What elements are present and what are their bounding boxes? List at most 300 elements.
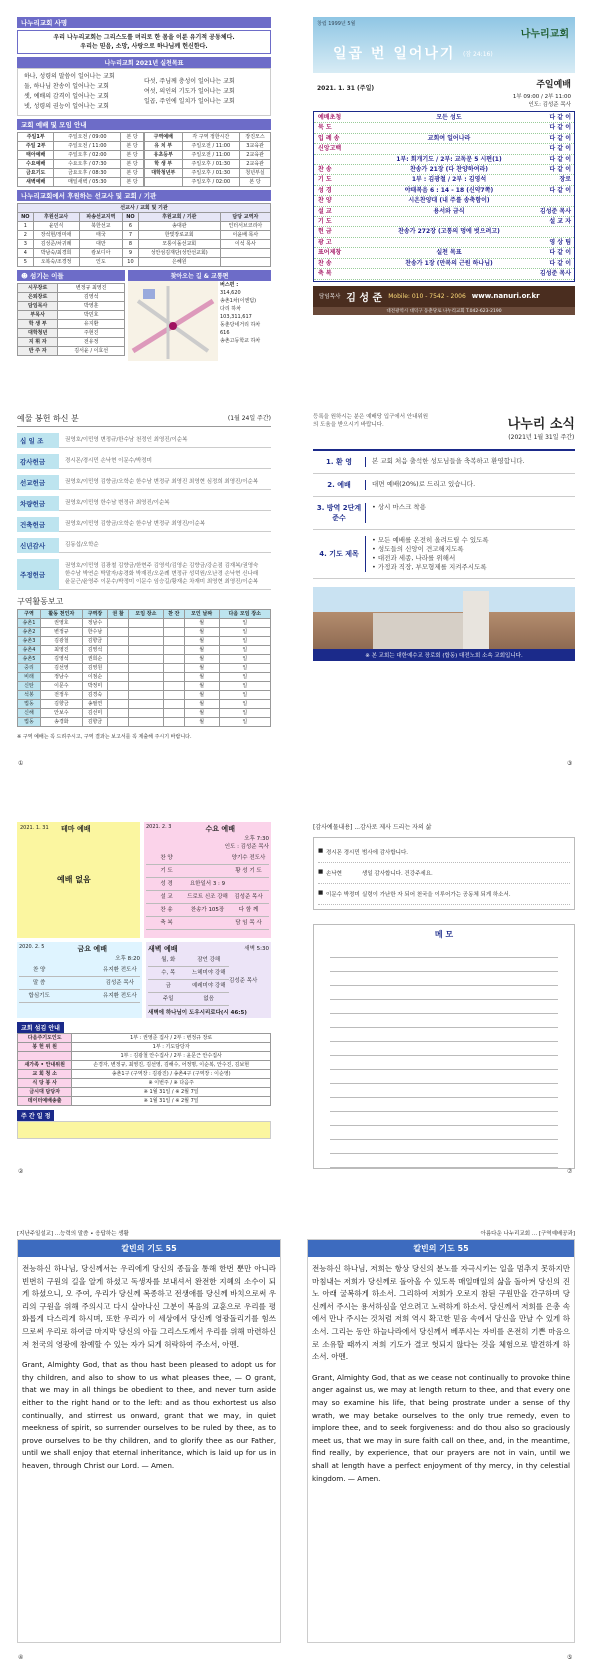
mission-row-cell: 오복숙/조경정 — [33, 258, 79, 267]
worship-row-cell: 금요오후 / 08:30 — [54, 169, 121, 178]
zone-row-cell: 김영석 — [40, 655, 82, 664]
worship-row-cell: 본 당 — [121, 151, 144, 160]
worship-row-cell: 구역예배 — [145, 133, 183, 142]
sunday-box — [17, 822, 140, 938]
worship-row-cell: 주일오전 / 11:00 — [182, 151, 240, 160]
bus-line: 616 — [220, 330, 230, 336]
goal-item: 하나, 성령의 말씀이 일어나는 교회 — [24, 73, 115, 80]
worship-row-cell: 유 치 부 — [145, 142, 183, 151]
mission-header: 담당 교역자 — [220, 213, 270, 222]
bullet-icon: ■ — [318, 848, 324, 854]
worship-row-cell: 본 당 — [121, 142, 144, 151]
zone-row-cell: 최영진 — [40, 646, 82, 655]
zone-row-cell: 월 — [184, 637, 219, 646]
zone-row — [18, 673, 271, 682]
mission-row-cell: 이석 목사 — [220, 240, 270, 249]
order-item: 신앙고백 — [318, 145, 342, 153]
order-row — [314, 155, 574, 165]
mission-row-cell: 모퉁이돌선교회 — [138, 240, 220, 249]
offering-names: 권영호/이민영 김광철 김향금/한현주 김영석/김영순 김향금/강순점 김재복/권영숙 한수남 박연순 박말자/송경화 박재진/오운례 변정규 성덕원/오난경 손낙현 신나래 윤문근/윤영주 이문수/박정미 이문수 임승길/황재순 차재미 최영현 최영진/이순복 — [59, 559, 271, 590]
service-time: 1부 09:00 / 2부 11:00 — [512, 94, 571, 100]
zone-row-cell — [129, 673, 164, 682]
dawn-time: 새벽 5:30 — [244, 946, 269, 952]
staff-row — [18, 338, 125, 347]
wed-row-cell — [187, 917, 228, 929]
news-text: • 모든 예배를 온전히 올려드릴 수 있도록 • 성도들의 신앙이 견고해지도록 • 대전과 세종, 나라를 위해서 • 가정과 직장, 부모형제를 지켜주시도록 — [365, 536, 575, 572]
dawn-row — [148, 954, 229, 967]
mission-row-cell: 태국 — [79, 231, 123, 240]
worship-row-cell: 주일오후 / 02:00 — [182, 178, 240, 187]
zone-row-cell — [108, 664, 129, 673]
page-number: ① — [18, 760, 24, 767]
zone-row-cell: 송촌1 — [18, 619, 41, 628]
page-number: ③ — [567, 760, 573, 767]
zone-row-cell: 월 — [184, 664, 219, 673]
goal-item: 셋, 예배의 감격이 일어나는 교회 — [24, 93, 109, 100]
worship-row — [18, 133, 144, 142]
zone-row-cell: 이점순 — [82, 673, 107, 682]
role-row-cell: 손경자, 변정규, 최영진, 김선영, 김해수, 어정명, 이순복, 안수진, 김보현 — [72, 1061, 271, 1070]
offering-names: 권영호/이민영 김향금/오학순 한수남 변정규 최영진/이순복 — [59, 517, 271, 532]
offering-row — [17, 475, 271, 490]
thanks-list — [313, 837, 575, 910]
order-item: 설 교 — [318, 207, 332, 215]
staff-row-cell: 은퇴장로 — [18, 293, 58, 302]
order-row — [314, 134, 574, 144]
mission-table — [17, 203, 271, 267]
order-item: 축 복 — [318, 270, 332, 278]
offering-type: 주정헌금 — [17, 559, 59, 590]
order-item: 기 도 — [318, 218, 332, 226]
mission-row-cell: 7 — [123, 231, 139, 240]
fri-title: 금요 예배 — [77, 945, 107, 953]
news-text: 대면 예배(20%)로 드리고 있습니다. — [365, 480, 575, 490]
zone-row-cell — [163, 709, 184, 718]
map-title: 찾아오는 길 & 교통편 — [128, 270, 271, 281]
news-row — [313, 451, 575, 474]
role-row — [18, 1070, 271, 1079]
mission-row-cell: 3 — [18, 240, 34, 249]
offering-type: 신년감사 — [17, 538, 59, 553]
zone-row — [18, 682, 271, 691]
zone-row-cell: 일 — [219, 646, 270, 655]
thanks-text: 생일 감사합니다. 건강주세요. — [362, 871, 433, 877]
wed-row-cell — [187, 865, 228, 877]
worship-row-cell: 주일1부 — [18, 133, 54, 142]
zone-row-cell: 정남수 — [40, 673, 82, 682]
mission-header: 파송선교지역 — [79, 213, 123, 222]
zone-note: ※ 구역 예배는 꼭 드려주시고, 구역 결과는 보고서를 꼭 제출해 주시기 바랍니다. — [17, 734, 192, 740]
order-content — [368, 123, 530, 132]
page-8 — [307, 1229, 575, 1649]
wed-row — [146, 878, 269, 891]
goal-item: 일곱, 주인에 일치가 일어나는 교회 — [144, 98, 235, 105]
mission-row-cell: 캄보디아 — [79, 249, 123, 258]
role-row-cell: 데이터예배송출 — [18, 1097, 72, 1106]
zone-header: 권 찰 — [108, 610, 129, 619]
mission-row-cell: 대만 — [79, 240, 123, 249]
news-title: 나누리 소식 — [507, 417, 575, 432]
service-date: 2021. 1. 31 (주일) — [317, 85, 375, 92]
worship-row-cell: 주일오전 / 11:00 — [54, 142, 121, 151]
prayer-box-1 — [17, 1239, 281, 1643]
offering-row — [17, 517, 271, 532]
staff-table — [17, 283, 125, 356]
website[interactable]: www.nanuri.or.kr — [471, 292, 540, 300]
mission-row-cell: 4 — [18, 249, 34, 258]
page-3 — [17, 413, 271, 768]
fri-row-cell — [59, 964, 99, 976]
news-row — [313, 530, 575, 579]
fri-date: 2020. 2. 5 — [19, 944, 45, 950]
mission-header: NO — [123, 213, 139, 222]
map-image — [128, 281, 218, 361]
order-row — [314, 259, 574, 269]
goal-item: 여섯, 의인의 기도가 일어나는 교회 — [144, 88, 235, 95]
staff-row — [18, 293, 125, 302]
zone-row-cell — [129, 646, 164, 655]
role-row-cell: ※ 1월 31일 / ※ 2월 7일 — [72, 1097, 271, 1106]
zone-row-cell: 김경숙 — [82, 691, 107, 700]
page-number: ④ — [18, 1654, 24, 1661]
page-2 — [313, 17, 575, 372]
order-leader: 장로 — [559, 176, 571, 184]
dawn-row-cell: 수, 목 — [161, 970, 176, 976]
p7-header: [지난주일설교] ...능력의 말씀 • 응답하는 생활 — [17, 1231, 129, 1237]
zone-row-cell — [163, 637, 184, 646]
zone-header: 모임 장소 — [129, 610, 164, 619]
zone-row-cell — [163, 664, 184, 673]
wed-row — [146, 865, 269, 878]
order-item: 묵 도 — [318, 124, 332, 132]
staff-row-cell: 학 생 부 — [18, 320, 58, 329]
sunday-date: 2021. 1. 31 — [20, 825, 49, 831]
wed-row-cell: 김성준 목사 — [234, 894, 263, 900]
zone-row-cell: 송촌4 — [18, 646, 41, 655]
zone-row-cell: 김선영 — [40, 664, 82, 673]
zone-row-cell: 김영원 — [82, 664, 107, 673]
staff-row-cell: 박영훈 — [58, 302, 125, 311]
mission-row-cell: 1 — [18, 222, 34, 231]
zone-row-cell — [108, 628, 129, 637]
worship-row-cell: 주일오후 / 01:30 — [182, 160, 240, 169]
offering-list — [17, 433, 271, 590]
order-content: 찬송가 21장 (다 찬양하여라) — [409, 166, 489, 174]
worship-row-cell: 본 당 — [121, 160, 144, 169]
zone-row-cell — [108, 655, 129, 664]
wed-row-cell: 요한일서 3 : 9 — [189, 881, 226, 887]
staff-row-cell: 부목사 — [18, 311, 58, 320]
mission-row-cell: 5 — [18, 258, 34, 267]
thanks-text: 실령이 가난한 자 되어 천국을 이루어가는 공동체 되게 하소서. — [362, 892, 511, 898]
pastor-name: 김 성 준 — [346, 292, 383, 304]
dawn-speaker: 김성준 목사 — [229, 978, 258, 984]
zone-row-cell: 비래 — [18, 673, 41, 682]
zone-row-cell: 법동 — [18, 700, 41, 709]
role-row-cell: 교 회 청 소 — [18, 1070, 72, 1079]
worship-row-cell: 수요예배 — [18, 160, 54, 169]
worship-row-cell: 2교육관 — [240, 160, 271, 169]
news-footer: ※ 본 교회는 대한예수교 장로회 (합동) 대전노회 소속 교회입니다. — [313, 649, 575, 661]
zone-row — [18, 655, 271, 664]
zone-row-cell — [163, 700, 184, 709]
dawn-row-cell: 없음 — [203, 996, 215, 1002]
wed-row-cell: 다 함 께 — [238, 907, 259, 913]
zone-row-cell: 일 — [219, 664, 270, 673]
role-row — [18, 1043, 271, 1052]
zone-row-cell — [108, 682, 129, 691]
worship-row-cell: 본 당 — [240, 178, 271, 187]
order-content: 실천 목표 — [436, 249, 462, 257]
wed-row-cell: 담 임 목 사 — [235, 920, 262, 926]
mission-header: 후원교회 / 기관 — [138, 213, 220, 222]
order-content — [368, 238, 530, 247]
zone-row-cell — [163, 619, 184, 628]
zone-row-cell — [108, 673, 129, 682]
news-text: 본 교회 처음 출석한 성도님들을 축복하고 환영합니다. — [365, 457, 575, 467]
zone-row-cell: 권희순 — [82, 655, 107, 664]
zone-header: 구역장 — [82, 610, 107, 619]
role-row — [18, 1052, 271, 1061]
staff-row-cell: 전유정 — [58, 338, 125, 347]
offering-names: 권영호/이민영 김향금/오학순 한수남 변정규 최영진 최영현 심정희 최영진/이순복 — [59, 475, 271, 490]
order-row — [314, 217, 574, 227]
zone-row-cell: 월 — [184, 646, 219, 655]
zone-row-cell: 월 — [184, 691, 219, 700]
wed-row-cell: 찬 양 — [160, 855, 173, 861]
news-text: • 상시 마스크 착용 — [365, 503, 575, 523]
order-list — [313, 111, 575, 282]
wed-row-cell: 황 성 기 도 — [235, 868, 262, 874]
news-label: 2. 예배 — [327, 481, 351, 489]
wed-row-cell: 축 복 — [160, 920, 173, 926]
staff-row — [18, 320, 125, 329]
zone-row-cell: 신탄 — [18, 682, 41, 691]
order-row — [314, 248, 574, 258]
order-leader: 다 같 이 — [549, 166, 571, 174]
role-row-cell: 1부 : 기도담당자 — [72, 1043, 271, 1052]
role-row — [18, 1061, 271, 1070]
zone-row — [18, 691, 271, 700]
worship-row-cell: 각 구역 정한시간 — [182, 133, 240, 142]
mission-row-cell — [220, 258, 270, 267]
zone-row-cell — [129, 664, 164, 673]
zone-row — [18, 700, 271, 709]
prayer-title: 칼빈의 기도 55 — [18, 1240, 280, 1257]
order-leader: 김성준 목사 — [539, 207, 571, 215]
zone-row-cell: 중리 — [18, 664, 41, 673]
role-row-cell: 다음주기도인도 — [18, 1034, 72, 1043]
zone-row-cell — [129, 628, 164, 637]
role-row — [18, 1034, 271, 1043]
worship-row — [18, 142, 144, 151]
zone-row-cell — [108, 718, 129, 727]
role-row-cell: 식 당 봉 사 — [18, 1079, 72, 1088]
worship-row-cell: 주일오후 / 02:00 — [54, 151, 121, 160]
zone-row-cell — [108, 709, 129, 718]
zone-row-cell: 월 — [184, 709, 219, 718]
goal-box — [17, 68, 271, 116]
zone-row-cell: 월 — [184, 682, 219, 691]
goal-item: 둘, 하나님 찬송이 일어나는 교회 — [24, 83, 109, 90]
bus-line: 송촌고등학교 하차 — [220, 338, 261, 344]
prayer-en: Grant, Almighty God, that as we cease not continually to provoke thine anger against us, we may at length return to thee, and that every one may so examine his life, that being prostrate under a sense of thy wrath, we may betake ourselves to the only true remedy, even to implore thee, and to seek forgiveness: and do thou also so graciously meet us, that we may in sure faith call on thee, and, in the meantime, find really, by experience, that our prayers are not in vain, until we shall at length have a perfect enjoyment of thy mercy, in thy celestial kingdom. — Amen. — [312, 1372, 570, 1483]
zone-row-cell: 김향금 — [40, 700, 82, 709]
wed-row-cell — [187, 852, 228, 864]
wed-row-cell: 찬송가 105장 — [190, 907, 225, 913]
service-title: 주일예배 — [536, 80, 571, 90]
prayer-box-2 — [307, 1239, 575, 1643]
issue-text: 창립 1999년 5월 — [317, 21, 356, 27]
order-content: 시온찬양대 (내 주를 송축함이) — [408, 197, 490, 205]
mission-row-cell: 윤민식 — [33, 222, 79, 231]
worship-row-cell: 대학청년부 — [145, 169, 183, 178]
worship-row — [18, 178, 144, 187]
worship-row-cell: 새벽예배 — [18, 178, 54, 187]
order-item: 예배초청 — [318, 114, 342, 121]
worship-row-cell: 장진모스 — [240, 133, 271, 142]
offering-row — [17, 559, 271, 590]
role-row-cell: 1부 : 권영준 집사 / 2부 : 변정규 장로 — [72, 1034, 271, 1043]
order-content: 1부: 회개기도 / 2부: 교독문 5 시편(1) — [396, 155, 502, 163]
zone-row-cell: 일 — [219, 700, 270, 709]
worship-row-cell — [145, 178, 183, 187]
thanks-row — [318, 863, 570, 884]
dawn-row-cell: 월, 화 — [161, 957, 176, 963]
zone-row-cell: 법동 — [18, 718, 41, 727]
mission-row — [18, 240, 271, 249]
fri-row-cell — [59, 977, 99, 989]
order-item — [314, 155, 368, 164]
role-row-cell: 송촌1구 (구역장 : 김광진) / 송촌4구 (구역장 : 이순영) — [72, 1070, 271, 1079]
zone-row-cell: 일 — [219, 628, 270, 637]
order-row — [314, 123, 574, 133]
zone-row-cell: 송필연 — [82, 700, 107, 709]
mission-row-cell: 은혜원 — [138, 258, 220, 267]
zone-row-cell: 김영석 — [82, 646, 107, 655]
order-content: 찬송가 1장 (만복의 근원 하나님) — [405, 259, 493, 267]
wed-row — [146, 917, 269, 930]
mission-row-cell: 9 — [123, 249, 139, 258]
fri-row-cell — [59, 990, 99, 1002]
offering-header: 예물 봉헌 하신 분 — [17, 414, 79, 423]
worship-row — [145, 160, 271, 169]
prayer-title: 칼빈의 기도 55 — [308, 1240, 574, 1257]
vision-title: 나누리교회 사명 — [17, 17, 271, 28]
zone-row-cell: 김향금 — [82, 637, 107, 646]
fri-row — [19, 964, 140, 977]
order-row — [314, 196, 574, 206]
mission-row-cell: 인도 — [79, 258, 123, 267]
zone-row-cell: 일 — [219, 619, 270, 628]
page-number: ⑤ — [567, 1654, 573, 1661]
offering-type: 십 일 조 — [17, 433, 59, 448]
zone-row-cell: 김광철 — [40, 637, 82, 646]
order-item: 표어제창 — [318, 249, 342, 257]
zone-row-cell — [163, 655, 184, 664]
order-content — [368, 217, 530, 226]
order-leader: 다 같 이 — [549, 114, 571, 121]
zone-row-cell: 일 — [219, 673, 270, 682]
worship-row — [18, 151, 144, 160]
zone-row-cell — [108, 646, 129, 655]
zone-row-cell: 송경화 — [40, 718, 82, 727]
zone-row-cell — [129, 709, 164, 718]
order-item: 기 도 — [318, 176, 332, 184]
zone-row-cell — [108, 619, 129, 628]
order-leader: 다 같 이 — [549, 124, 571, 132]
bus-line: 다리 하차 — [220, 306, 241, 312]
dawn-row — [148, 993, 229, 1006]
role-row — [18, 1097, 271, 1106]
staff-row — [18, 347, 125, 356]
mission-row-cell: 6 — [123, 222, 139, 231]
mission-row — [18, 231, 271, 240]
zone-table — [17, 609, 271, 727]
mission-row — [18, 249, 271, 258]
memo-title: 메 모 — [434, 930, 454, 939]
offering-names: 권영호/이민영 한수남 변정규 최영진/이순복 — [59, 496, 271, 511]
order-item: 성 경 — [318, 186, 332, 194]
fri-time: 오후 8:20 — [115, 956, 140, 962]
order-leader: 다 같 이 — [549, 134, 571, 142]
page-1 — [17, 17, 271, 372]
zone-row-cell — [163, 691, 184, 700]
bus-title: 버스편 : — [220, 282, 239, 288]
staff-row — [18, 284, 125, 293]
order-item: 찬 송 — [318, 166, 332, 174]
zone-row-cell: 전정우 — [40, 691, 82, 700]
news-label: 3. 방역 2단계 준수 — [316, 504, 362, 522]
thanks-name: 경시몬 경시민 — [326, 850, 360, 856]
role-row-cell: 새가족 • 안내위원 — [18, 1061, 72, 1070]
wed-row-cell — [228, 878, 269, 890]
church-name: 나누리교회 — [520, 29, 569, 40]
order-leader — [530, 227, 574, 236]
schedule-box — [17, 1121, 271, 1139]
page-7 — [17, 1229, 281, 1649]
staff-row-cell: 지 휘 자 — [18, 338, 58, 347]
dawn-row-cell: 느헤미야 강해 — [191, 970, 226, 976]
staff-row-cell: 김서윤 / 이효선 — [58, 347, 125, 356]
zone-row-cell — [163, 718, 184, 727]
vision-line: 우리 나누리교회는 그리스도를 머리로 한 몸을 이룬 유기적 공동체다. — [53, 34, 235, 41]
zone-row-cell: 신해 — [18, 709, 41, 718]
order-leader: 다 같 이 — [549, 186, 571, 194]
wed-row-cell: 성 경 — [160, 881, 173, 887]
order-row — [314, 113, 574, 123]
people-icon: ☻ — [21, 272, 31, 280]
dawn-row-cell: 예레미야 강해 — [191, 983, 226, 989]
offering-row — [17, 538, 271, 553]
zone-row-cell: 월 — [184, 718, 219, 727]
staff-row-cell: 반 주 자 — [18, 347, 58, 356]
staff-row-cell: 변정규 최영진 — [58, 284, 125, 293]
wed-row — [146, 891, 269, 904]
worship-row-cell: 금요기도 — [18, 169, 54, 178]
schedule-title: 주 간 일 정 — [17, 1110, 54, 1121]
vision-box — [17, 30, 271, 54]
mission-row-cell: 성안섬김재단(성안선교회) — [138, 249, 220, 258]
worship-row-cell: 수요오후 / 07:30 — [54, 160, 121, 169]
worship-title: 교회 예배 및 모임 안내 — [17, 119, 271, 130]
zone-row-cell: 일 — [219, 682, 270, 691]
roles-table — [17, 1033, 271, 1106]
zone-row-cell — [163, 646, 184, 655]
order-leader: 영 상 팀 — [549, 238, 571, 246]
zone-row-cell: 일 — [219, 655, 270, 664]
staff-row — [18, 311, 125, 320]
